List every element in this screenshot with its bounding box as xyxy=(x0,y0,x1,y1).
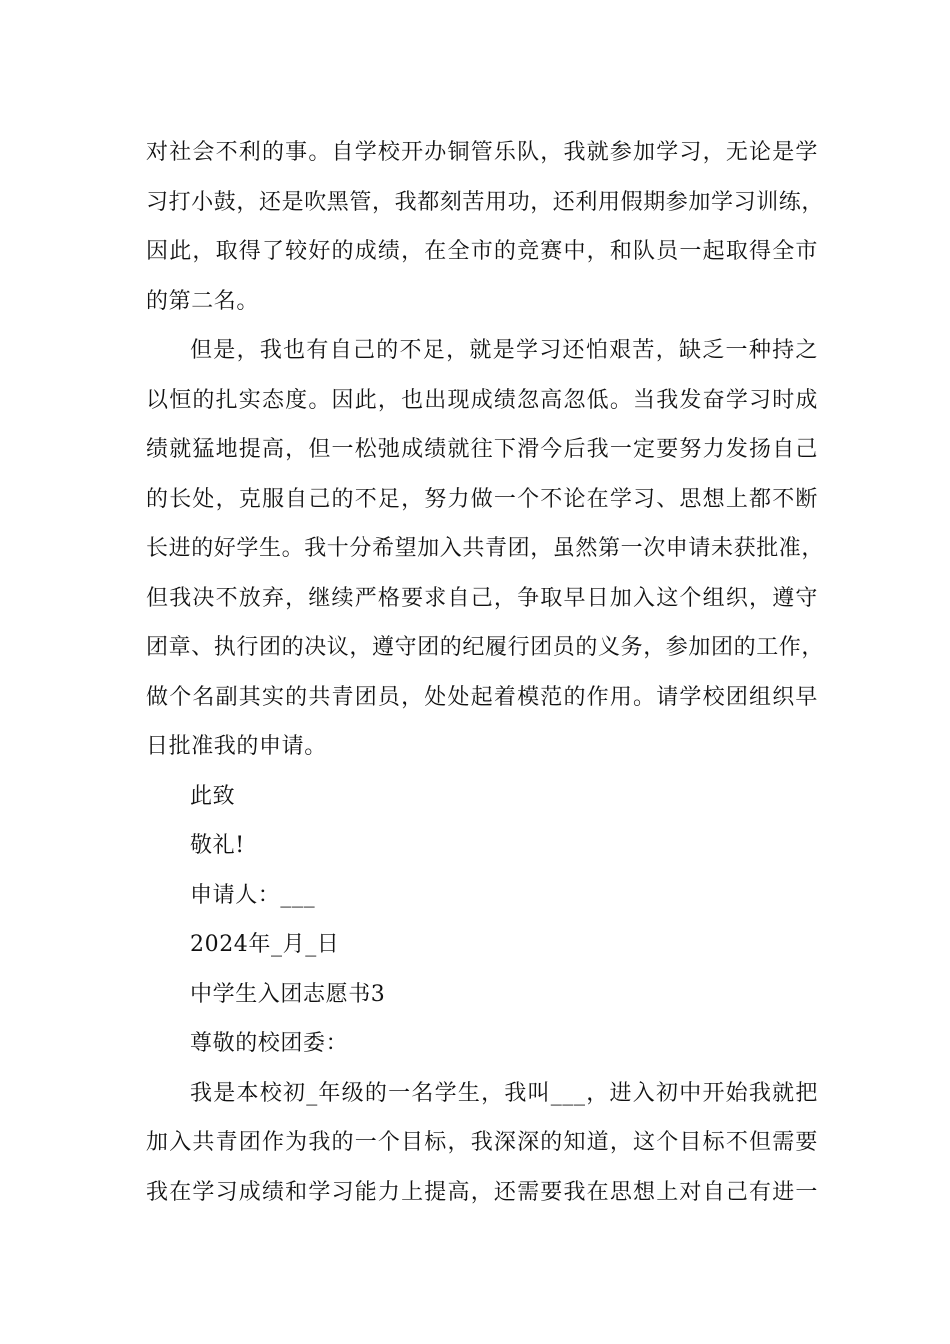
text-line: 对社会不利的事。自学校开办铜管乐队，我就参加学习，无论是学 xyxy=(146,140,818,165)
text-line: 习打小鼓，还是吹黑管，我都刻苦用功，还利用假期参加学习训练， xyxy=(146,189,825,215)
closing-regards: 敬礼! xyxy=(190,833,245,858)
text-line: 加入共青团作为我的一个目标，我深深的知道，这个目标不但需要 xyxy=(146,1130,818,1155)
text-line: 的长处，克服自己的不足，努力做一个不论在学习、思想上都不断 xyxy=(146,486,818,512)
text-line: 做个名副其实的共青团员，处处起着模范的作用。请学校团组织早 xyxy=(146,684,818,710)
paragraph-first-line: 我是本校初_年级的一名学生，我叫___，进入初中开始我就把 xyxy=(190,1080,818,1106)
text-line: 日批准我的申请。 xyxy=(146,734,327,759)
section-title: 中学生入团志愿书3 xyxy=(190,981,386,1007)
closing-salutation: 此致 xyxy=(190,783,236,809)
text-line: 但我决不放弃，继续严格要求自己，争取早日加入这个组织，遵守 xyxy=(146,585,818,611)
text-line: 团章、执行团的决议，遵守团的纪履行团员的义务，参加团的工作， xyxy=(146,635,825,660)
letter-salutation: 尊敬的校团委： xyxy=(190,1031,349,1056)
text-line: 绩就猛地提高，但一松弛成绩就往下滑今后我一定要努力发扬自己 xyxy=(146,437,818,462)
paragraph-first-line: 但是，我也有自己的不足，就是学习还怕艰苦，缺乏一种持之 xyxy=(190,338,818,363)
text-line: 长进的好学生。我十分希望加入共青团，虽然第一次申请未获批准， xyxy=(146,536,825,561)
applicant-signature: 申请人：___ xyxy=(190,882,316,908)
text-line: 的第二名。 xyxy=(146,288,260,314)
letter-body xyxy=(146,128,825,1217)
text-line: 我在学习成绩和学习能力上提高，还需要我在思想上对自己有进一 xyxy=(146,1179,818,1205)
text-line: 以恒的扎实态度。因此，也出现成绩忽高忽低。当我发奋学习时成 xyxy=(146,387,818,413)
text-line: 因此，取得了较好的成绩，在全市的竞赛中，和队员一起取得全市 xyxy=(146,239,818,264)
date-line: 2024年_月_日 xyxy=(190,932,340,957)
